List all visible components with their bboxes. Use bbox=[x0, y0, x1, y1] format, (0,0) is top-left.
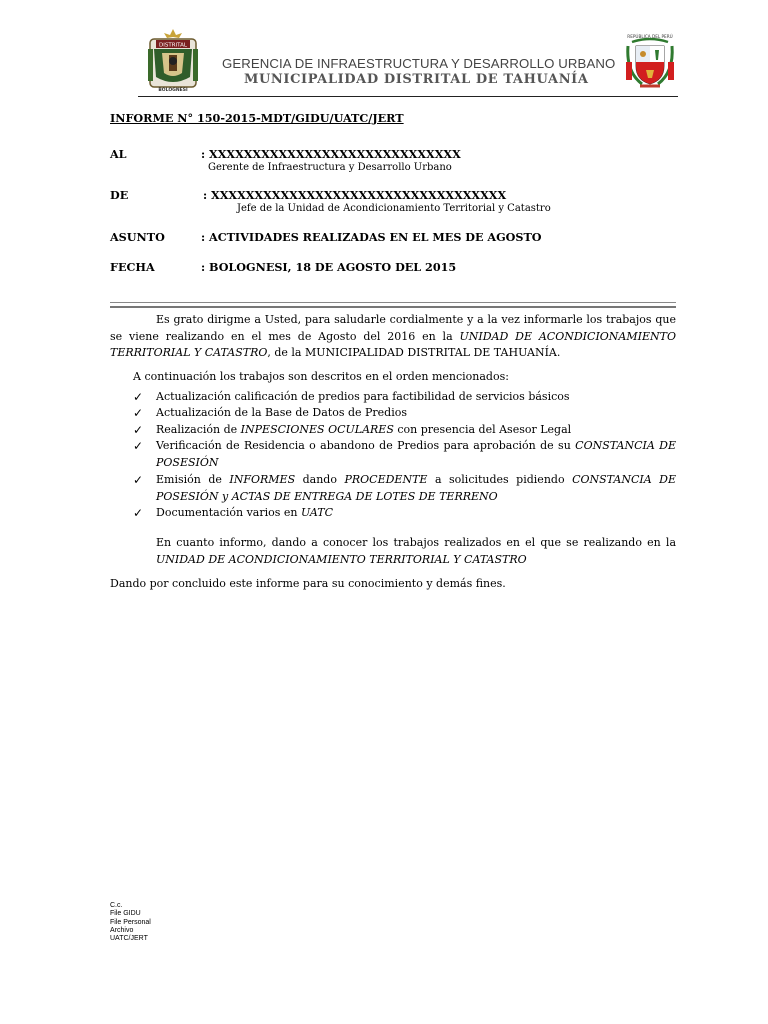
list-item bbox=[156, 389, 676, 406]
header-municipality: MUNICIPALIDAD DISTRITAL DE TAHUANÍA bbox=[244, 72, 589, 87]
de-value: : XXXXXXXXXXXXXXXXXXXXXXXXXXXXXXXXXX bbox=[203, 188, 507, 202]
intro-text: Es grato dirigme a Usted, para saludarle cordialmente y a la vez informarle los trabajos que se viene realizando en el mes de Agosto del 2016 en la bbox=[110, 313, 676, 343]
intro-unit-name: UNIDAD DE ACONDICIONAMIENTO TERRITORIAL Y CATASTRO bbox=[110, 329, 676, 359]
fecha-label: FECHA bbox=[110, 260, 155, 274]
cc-line: C.c. bbox=[110, 902, 123, 909]
item-text: Verificación de Residencia o abandono de Predios para aprobación de su bbox=[156, 439, 576, 452]
continuacion-text: A continuación los trabajos son descritos en el orden mencionados: bbox=[133, 370, 509, 383]
item-emphasis: CONSTANCIA DE POSESIÓN bbox=[156, 439, 677, 469]
item-text: Documentación varios en bbox=[156, 506, 301, 519]
header-department: GERENCIA DE INFRAESTRUCTURA Y DESARROLLO URBANO bbox=[222, 56, 616, 71]
item-text: Actualización de la Base de Datos de Predios bbox=[156, 406, 408, 419]
item-text: a solicitudes pidiendo bbox=[427, 473, 573, 486]
item-emphasis: INPESCIONES OCULARES bbox=[240, 423, 394, 436]
copy-recipients bbox=[110, 902, 151, 943]
item-emphasis: UATC bbox=[300, 506, 334, 519]
intro-paragraph bbox=[110, 312, 676, 362]
cuanto-text: En cuanto informo, dando a conocer los trabajos realizados en el que se realizando en la bbox=[156, 536, 676, 549]
cuanto-paragraph bbox=[156, 535, 676, 568]
item-emphasis: PROCEDENTE bbox=[344, 473, 428, 486]
check-icon: ✓ bbox=[133, 406, 144, 420]
item-text: Realización de bbox=[156, 423, 241, 436]
item-emphasis: INFORMES bbox=[229, 473, 296, 486]
fecha-value: : BOLOGNESI, 18 DE AGOSTO DEL 2015 bbox=[201, 260, 457, 274]
municipal-crest-logo bbox=[142, 29, 204, 93]
check-icon: ✓ bbox=[133, 506, 144, 520]
asunto-label: ASUNTO bbox=[110, 230, 165, 244]
peru-coat-of-arms-icon bbox=[622, 32, 678, 90]
asunto-value: : ACTIVIDADES REALIZADAS EN EL MES DE AGOSTO bbox=[201, 230, 542, 244]
header-divider bbox=[138, 96, 678, 97]
item-text: Emisión de bbox=[156, 473, 230, 486]
closing-text: Dando por concluido este informe para su conocimiento y demás fines. bbox=[110, 577, 506, 590]
section-divider bbox=[110, 302, 676, 308]
cuanto-unit-name: UNIDAD DE ACONDICIONAMIENTO TERRITORIAL Y CATASTRO bbox=[156, 552, 527, 566]
coat-of-arms-caption: REPÚBLICA DEL PERÚ bbox=[627, 34, 673, 39]
list-item bbox=[156, 472, 676, 505]
item-text: con presencia del Asesor Legal bbox=[393, 423, 572, 436]
item-text: dando bbox=[295, 473, 345, 486]
intro-text-end: , de la MUNICIPALIDAD DISTRITAL DE TAHUANÍA. bbox=[267, 346, 561, 359]
logo-text-top: DISTRITAL bbox=[159, 42, 187, 49]
informe-number: INFORME N° 150-2015-MDT/GIDU/UATC/JERT bbox=[110, 111, 404, 125]
de-position: Jefe de la Unidad de Acondicionamiento Territorial y Catastro bbox=[237, 203, 551, 214]
list-item bbox=[156, 505, 676, 522]
cc-line: File GIDU bbox=[110, 910, 141, 918]
check-icon: ✓ bbox=[133, 473, 144, 487]
check-icon: ✓ bbox=[133, 423, 144, 437]
cc-line: Archivo bbox=[110, 926, 134, 934]
list-item bbox=[156, 438, 676, 471]
list-item bbox=[156, 422, 676, 439]
cc-line: File Personal bbox=[110, 918, 151, 926]
list-item bbox=[156, 405, 676, 422]
cc-line: UATC/JERT bbox=[110, 935, 148, 943]
al-position: Gerente de Infraestructura y Desarrollo Urbano bbox=[208, 162, 452, 173]
check-icon: ✓ bbox=[133, 390, 144, 404]
logo-text-bottom: BOLOGNESI bbox=[158, 88, 188, 93]
al-label: AL bbox=[110, 147, 127, 161]
check-icon: ✓ bbox=[133, 439, 144, 453]
item-emphasis: CONSTANCIA DE POSESIÓN y ACTAS DE ENTREGA DE LOTES DE TERRENO bbox=[156, 473, 677, 503]
al-value: : XXXXXXXXXXXXXXXXXXXXXXXXXXXXX bbox=[201, 147, 461, 161]
item-text: Actualización calificación de predios para factibilidad de servicios básicos bbox=[156, 390, 570, 403]
de-label: DE bbox=[110, 188, 129, 202]
